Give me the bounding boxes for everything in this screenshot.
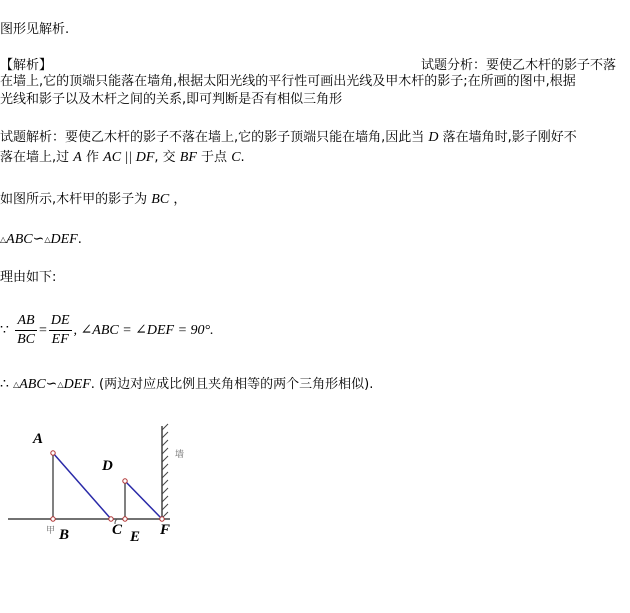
label-b: B [59, 527, 70, 543]
analysis-line-2: 在墙上,它的顶端只能落在墙角,根据太阳光线的平行性可画出光线及甲木杆的影子;在所画的图中,根据 [0, 74, 576, 89]
fraction-ab-bc [15, 312, 37, 349]
angle-expression: , ∠ABC = ∠DEF = 90°. [73, 323, 214, 338]
point-d [123, 479, 127, 483]
point-c [109, 517, 113, 521]
because-line [0, 312, 214, 350]
label-qiang: 墙 [175, 450, 185, 460]
similar-end: . [77, 232, 82, 247]
triangle-abc: ABC [6, 232, 33, 247]
therefore-line [0, 377, 373, 393]
therefore-triangle-symbol-2: △ [57, 380, 64, 389]
as-shown-text: 如图所示,木杆甲的影子为 [0, 192, 148, 207]
solution-var-a: A [73, 150, 82, 165]
jiexi-tag: 【解析】 [0, 58, 53, 73]
solution-text-1b: 落在墙角时,影子刚好不 [442, 130, 577, 145]
because-symbol: ∵ [0, 323, 9, 338]
analysis-line-3: 光线和影子以及木杆之间的关系,即可判断是否有相似三角形 [0, 92, 343, 107]
reason-label: 理由如下: [0, 270, 57, 285]
solution-text-2-end: . [240, 150, 245, 165]
solution-text-2a: 落在墙上,过 [0, 150, 70, 165]
solution-var-bf: BF [179, 150, 197, 165]
label-f: F [160, 522, 171, 538]
geometry-figure [0, 420, 220, 550]
label-a: A [33, 431, 44, 447]
solution-text-2d: 于点 [201, 150, 228, 165]
triangle-symbol-2: △ [44, 235, 51, 244]
fraction-bc: BC [17, 332, 35, 347]
solution-text-2c: , 交 [154, 150, 176, 165]
solution-text-2b: 作 [85, 150, 99, 165]
therefore-triangle-symbol: △ [13, 380, 20, 389]
solution-var-c: C [231, 150, 241, 165]
point-b [51, 517, 55, 521]
solution-line-2 [0, 150, 245, 166]
fraction-ab: AB [15, 312, 37, 331]
therefore-reason: . (两边对应成比例且夹角相等的两个三角形相似). [90, 377, 374, 392]
similar-statement [0, 232, 82, 248]
point-a [51, 451, 55, 455]
triangle-def: DEF [50, 232, 78, 247]
point-f [160, 517, 164, 521]
similar-symbol: ∽ [32, 232, 45, 247]
as-shown-var: BC [151, 192, 170, 207]
fraction-de-ef [49, 312, 72, 349]
therefore-symbol: ∴ [0, 377, 9, 392]
therefore-def: DEF [63, 377, 91, 392]
triangle-symbol: △ [0, 235, 7, 244]
as-shown-line [0, 192, 186, 208]
analysis-line-1: 试题分析：要使乙木杆的影子不落 [421, 58, 617, 73]
fraction-ef: EF [51, 332, 69, 347]
solution-expr-parallel: AC || DF [103, 150, 155, 165]
label-jia: 甲 [46, 526, 56, 536]
top-note: 图形见解析. [0, 22, 70, 37]
wall-hatching [162, 424, 168, 518]
label-e: E [130, 529, 141, 545]
ray-df [125, 481, 162, 519]
label-c: C [112, 522, 123, 538]
therefore-abc: ABC [19, 377, 46, 392]
equals-sign: = [38, 323, 47, 338]
point-e [123, 517, 127, 521]
solution-line-1 [0, 130, 577, 146]
fraction-de: DE [49, 312, 72, 331]
solution-var-d: D [428, 130, 439, 145]
as-shown-end: ， [173, 192, 187, 207]
label-d: D [102, 458, 113, 474]
solution-text-1a: 试题解析：要使乙木杆的影子不落在墙上,它的影子顶端只能在墙角,因此当 [0, 130, 425, 145]
therefore-similar-symbol: ∽ [45, 377, 58, 392]
